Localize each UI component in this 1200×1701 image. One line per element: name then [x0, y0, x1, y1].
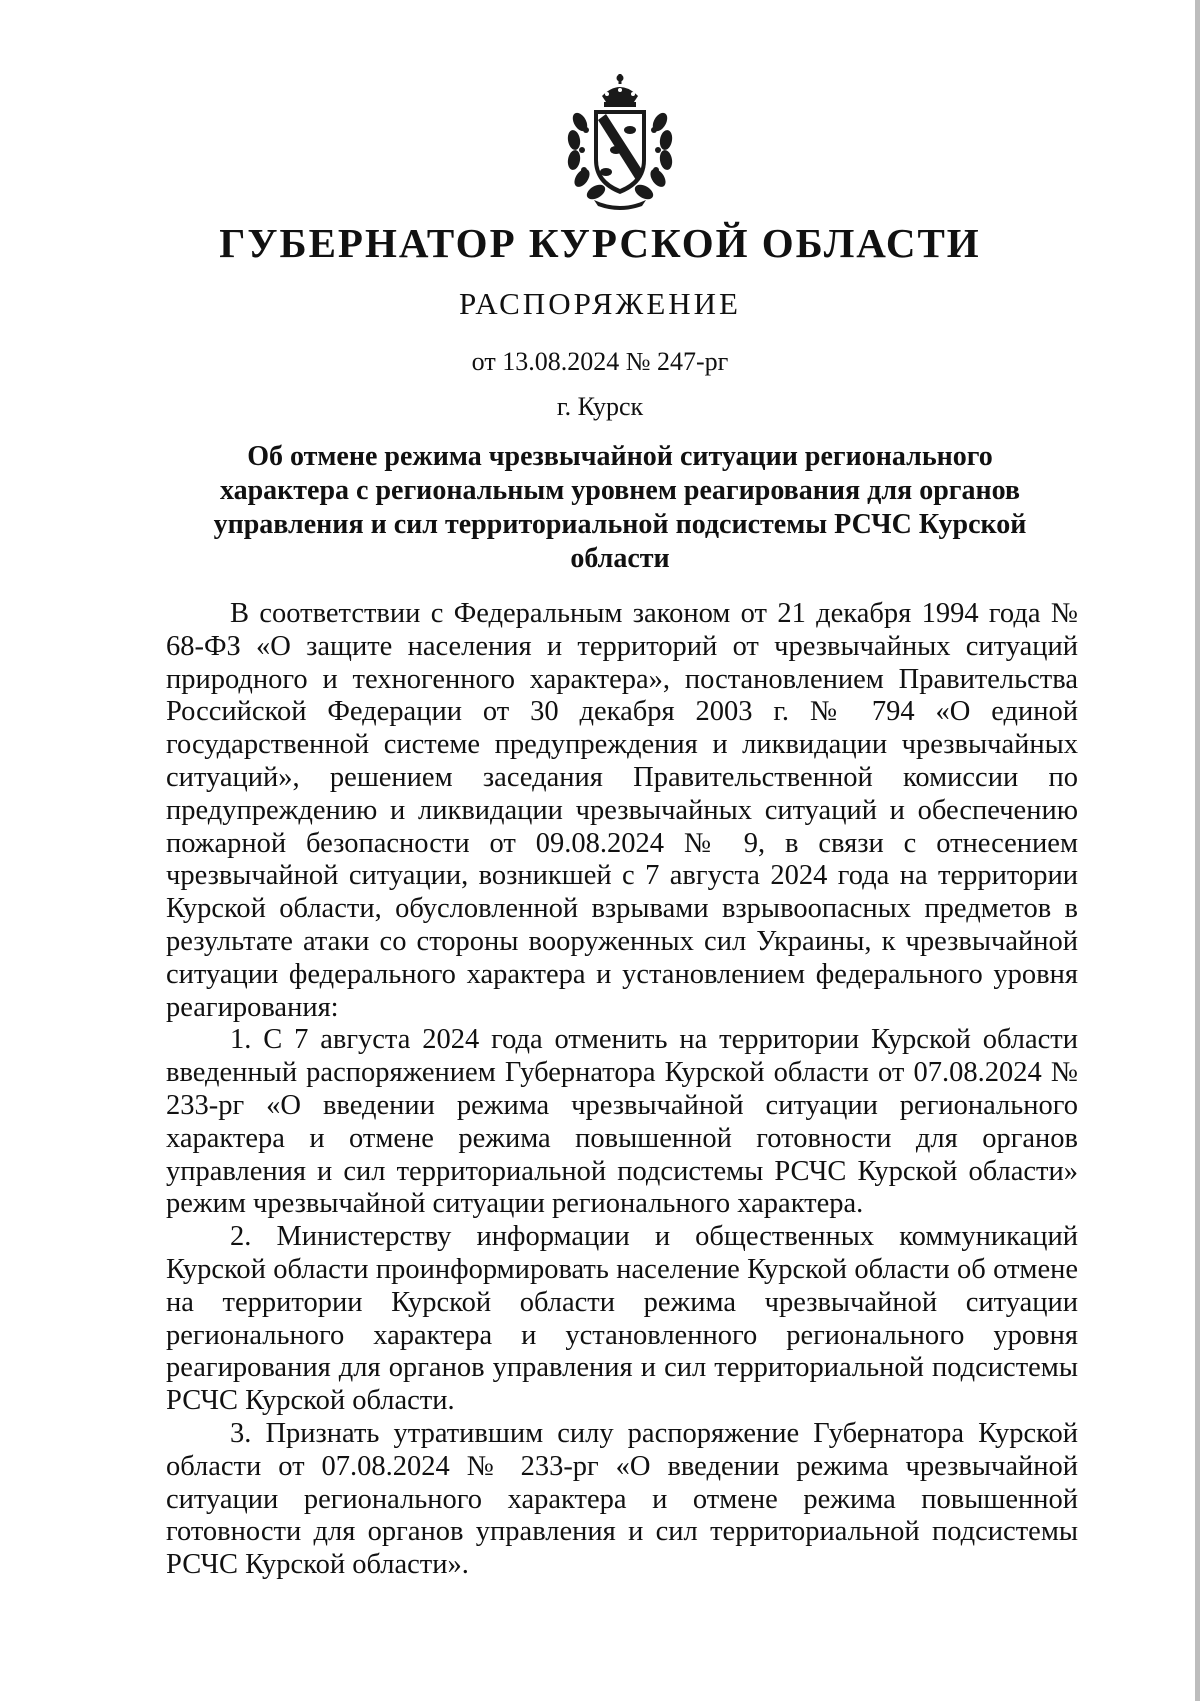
document-subject: Об отмене режима чрезвычайной ситуации регионального характера с региональным уровнем реагирования для органов управления и сил территориальной подсистемы РСЧС Курской области — [213, 441, 1027, 574]
kursk-coat-of-arms-icon — [560, 72, 680, 212]
document-number-date: от 13.08.2024 № 247-рг — [471, 347, 729, 376]
document-kind: РАСПОРЯЖЕНИЕ — [459, 286, 741, 321]
body-preamble: В соответствии с Федеральным законом от 21 декабря 1994 года № 68-ФЗ «О защите населения и территорий от чрезвычайных ситуаций природного и техногенного характера», постановлением Правительства Российской Федерации от 30 декабря 2003 г. № 794 «О единой государственной системе предупреждения и ликвидации чрезвычайных ситуаций», решением заседания Правительственной комиссии по предупреждению и ликвидации чрезвычайных ситуаций и обеспечению пожарной безопасности от 09.08.2024 № 9, в связи с отнесением чрезвычайной ситуации, возникшей с 7 августа 2024 года на территории Курской области, обусловленной взрывами взрывоопасных предметов в результате атаки со стороны вооруженных сил Украины, к чрезвычайной ситуации федерального характера и установлением федерального уровня реагирования: — [166, 598, 1078, 1023]
document-city: г. Курск — [556, 392, 644, 421]
body-item-2: 2. Министерству информации и общественных коммуникаций Курской области проинформировать население Курской области об отмене на территории Курской области режима чрезвычайной ситуации регионального характера и установленного регионального уровня реагирования для органов управления и сил территориальной подсистемы РСЧС Курской области. — [166, 1221, 1078, 1417]
body-item-3: 3. Признать утратившим силу распоряжение Губернатора Курской области от 07.08.2024 № 233-рг «О введении режима чрезвычайной ситуации регионального характера и отмене режима повышенной готовности для органов управления и сил территориальной подсистемы РСЧС Курской области». — [166, 1417, 1078, 1581]
scan-edge — [1195, 0, 1200, 1701]
document-body — [166, 598, 1078, 1582]
authority-title: ГУБЕРНАТОР КУРСКОЙ ОБЛАСТИ — [219, 220, 981, 266]
body-item-1: 1. С 7 августа 2024 года отменить на территории Курской области введенный распоряжением Губернатора Курской области от 07.08.2024 № 233-рг «О введении режима чрезвычайной ситуации регионального характера и отмене режима повышенной готовности для органов управления и сил территориальной подсистемы РСЧС Курской области» режим чрезвычайной ситуации регионального характера. — [166, 1024, 1078, 1220]
